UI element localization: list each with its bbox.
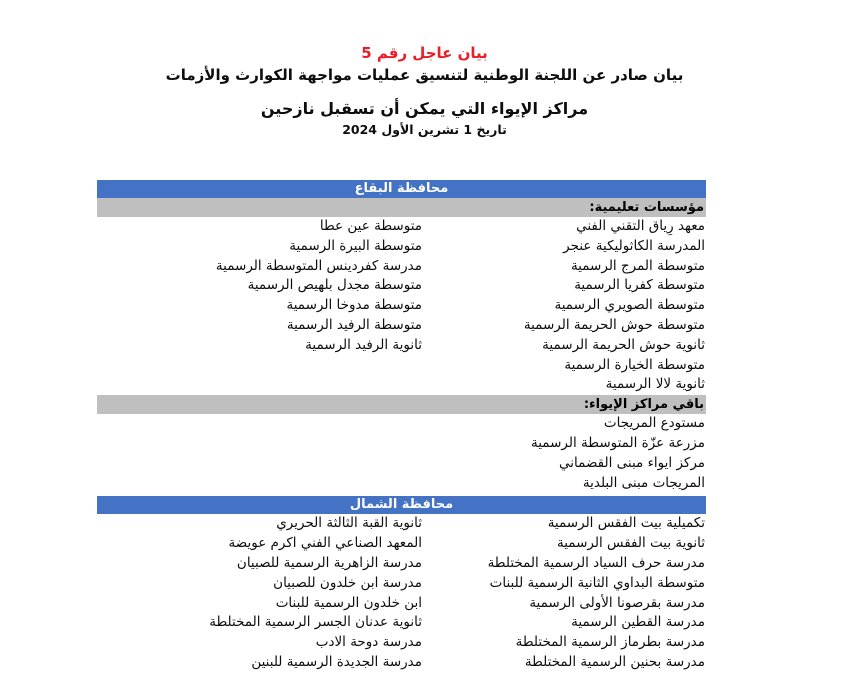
statement-number-title: بيان عاجل رقم 5 (361, 44, 488, 62)
table-row (97, 594, 706, 614)
shelter-name-cell: ثانوية بيت الفقس الرسمية (556, 535, 705, 552)
shelter-name-cell: المعهد الصناعي الفني اكرم عويضة (228, 535, 422, 552)
shelter-name-cell: متوسطة مدوخا الرسمية (286, 297, 422, 314)
shelter-name-cell: متوسطة الصويري الرسمية (554, 297, 705, 314)
table-row (97, 296, 706, 316)
shelter-name-cell: مركز ايواء مبنى القضماني (559, 454, 705, 471)
shelter-name-cell: مدرسة الجديدة الرسمية للبنين (251, 653, 422, 670)
section-subheader-bar: باقي مراكز الإيواء: (97, 395, 706, 414)
table-row (97, 534, 706, 554)
table-row (97, 276, 706, 296)
table-row (97, 375, 706, 395)
shelter-name-cell: معهد رِياق التقني الفني (576, 218, 705, 234)
shelter-name-cell: مزرعة عزّة المتوسطة الرسمية (530, 434, 705, 451)
shelter-name-cell: ثانوية عدنان الجسر الرسمية المختلطة (209, 614, 422, 631)
shelter-name-cell: مدرسة القطين الرسمية (571, 614, 705, 631)
table-row (97, 356, 706, 376)
shelter-name-cell: متوسطة البيرة الرسمية (289, 237, 422, 254)
governorate-header-bar: محافظة الشمال (97, 496, 706, 514)
table-row (97, 336, 706, 356)
shelter-name-cell: مدرسة كفردينس المتوسطة الرسمية (215, 257, 422, 274)
shelter-name-cell: ثانوية القبة الثالثة الحريري (276, 515, 422, 532)
shelter-name-cell: متوسطة عين عطا (319, 218, 422, 234)
shelter-name-cell: متوسطة كفريا الرسمية (574, 277, 705, 294)
shelter-name-cell: مدرسة بحنين الرسمية المختلطة (524, 653, 705, 670)
table-row (97, 653, 706, 673)
shelter-name-cell: ثانوية لالا الرسمية (605, 376, 705, 393)
shelter-name-cell: ثانوية الرفيد الرسمية (305, 336, 422, 353)
shelter-name-cell: مدرسة حرف السياد الرسمية المختلطة (487, 554, 705, 571)
section-subheader-bar: مؤسسات تعليمية: (97, 198, 706, 217)
table-row (97, 414, 706, 434)
shelter-table (97, 180, 706, 673)
table-row (97, 257, 706, 277)
shelter-name-cell (97, 414, 423, 434)
document-header (0, 0, 849, 137)
shelter-name-cell (97, 434, 423, 454)
shelter-name-cell (97, 454, 423, 474)
table-row (97, 237, 706, 257)
shelter-name-cell: متوسطة حوش الحريمة الرسمية (523, 316, 705, 333)
shelter-name-cell: المريجات مبنى البلدية (582, 474, 705, 491)
report-title: مراكز الإيواء التي يمكن أن تسقبل نازحين (260, 99, 589, 118)
shelter-name-cell: مدرسة دوحة الادب (315, 634, 422, 651)
shelter-name-cell: متوسطة المرج الرسمية (570, 257, 705, 274)
table-row (97, 217, 706, 237)
table-row (97, 554, 706, 574)
report-date: تاريخ 1 تشرين الأول 2024 (342, 122, 507, 137)
shelter-name-cell (97, 375, 423, 395)
shelter-name-cell: تكميلية بيت الفقس الرسمية (547, 515, 705, 532)
table-row (97, 514, 706, 534)
issuing-committee-line: بيان صادر عن اللجنة الوطنية لتنسيق عمليات مواجهة الكوارث والأزمات (165, 66, 684, 84)
shelter-name-cell: مدرسة الزاهرية الرسمية للصبيان (236, 554, 422, 571)
shelter-name-cell: متوسطة الرفيد الرسمية (286, 316, 422, 333)
governorate-header-bar: محافظة البقاع (97, 180, 706, 198)
shelter-name-cell: المدرسة الكاثوليكية عنجر (563, 237, 705, 254)
shelter-name-cell (97, 356, 423, 376)
shelter-name-cell: متوسطة الخيارة الرسمية (564, 356, 705, 373)
table-row (97, 454, 706, 474)
shelter-name-cell (97, 474, 423, 494)
table-row (97, 613, 706, 633)
shelter-name-cell: مستودع المريجات (603, 415, 705, 432)
table-row (97, 316, 706, 336)
shelter-name-cell: متوسطة البداوي الثانية الرسمية للبنات (489, 574, 705, 591)
shelter-name-cell: مدرسة ابن خلدون للصبيان (273, 574, 422, 591)
table-row (97, 574, 706, 594)
table-row (97, 474, 706, 494)
table-row (97, 434, 706, 454)
shelter-name-cell: مدرسة بقرصونا الأولى الرسمية (529, 594, 705, 611)
shelter-name-cell: مدرسة بطرماز الرسمية المختلطة (515, 634, 705, 651)
shelter-name-cell: ثانوية حوش الحريمة الرسمية (542, 336, 705, 353)
table-row (97, 633, 706, 653)
shelter-name-cell: ابن خلدون الرسمية للبنات (275, 594, 422, 611)
shelter-name-cell: متوسطة مجدل بلهيص الرسمية (247, 277, 422, 294)
